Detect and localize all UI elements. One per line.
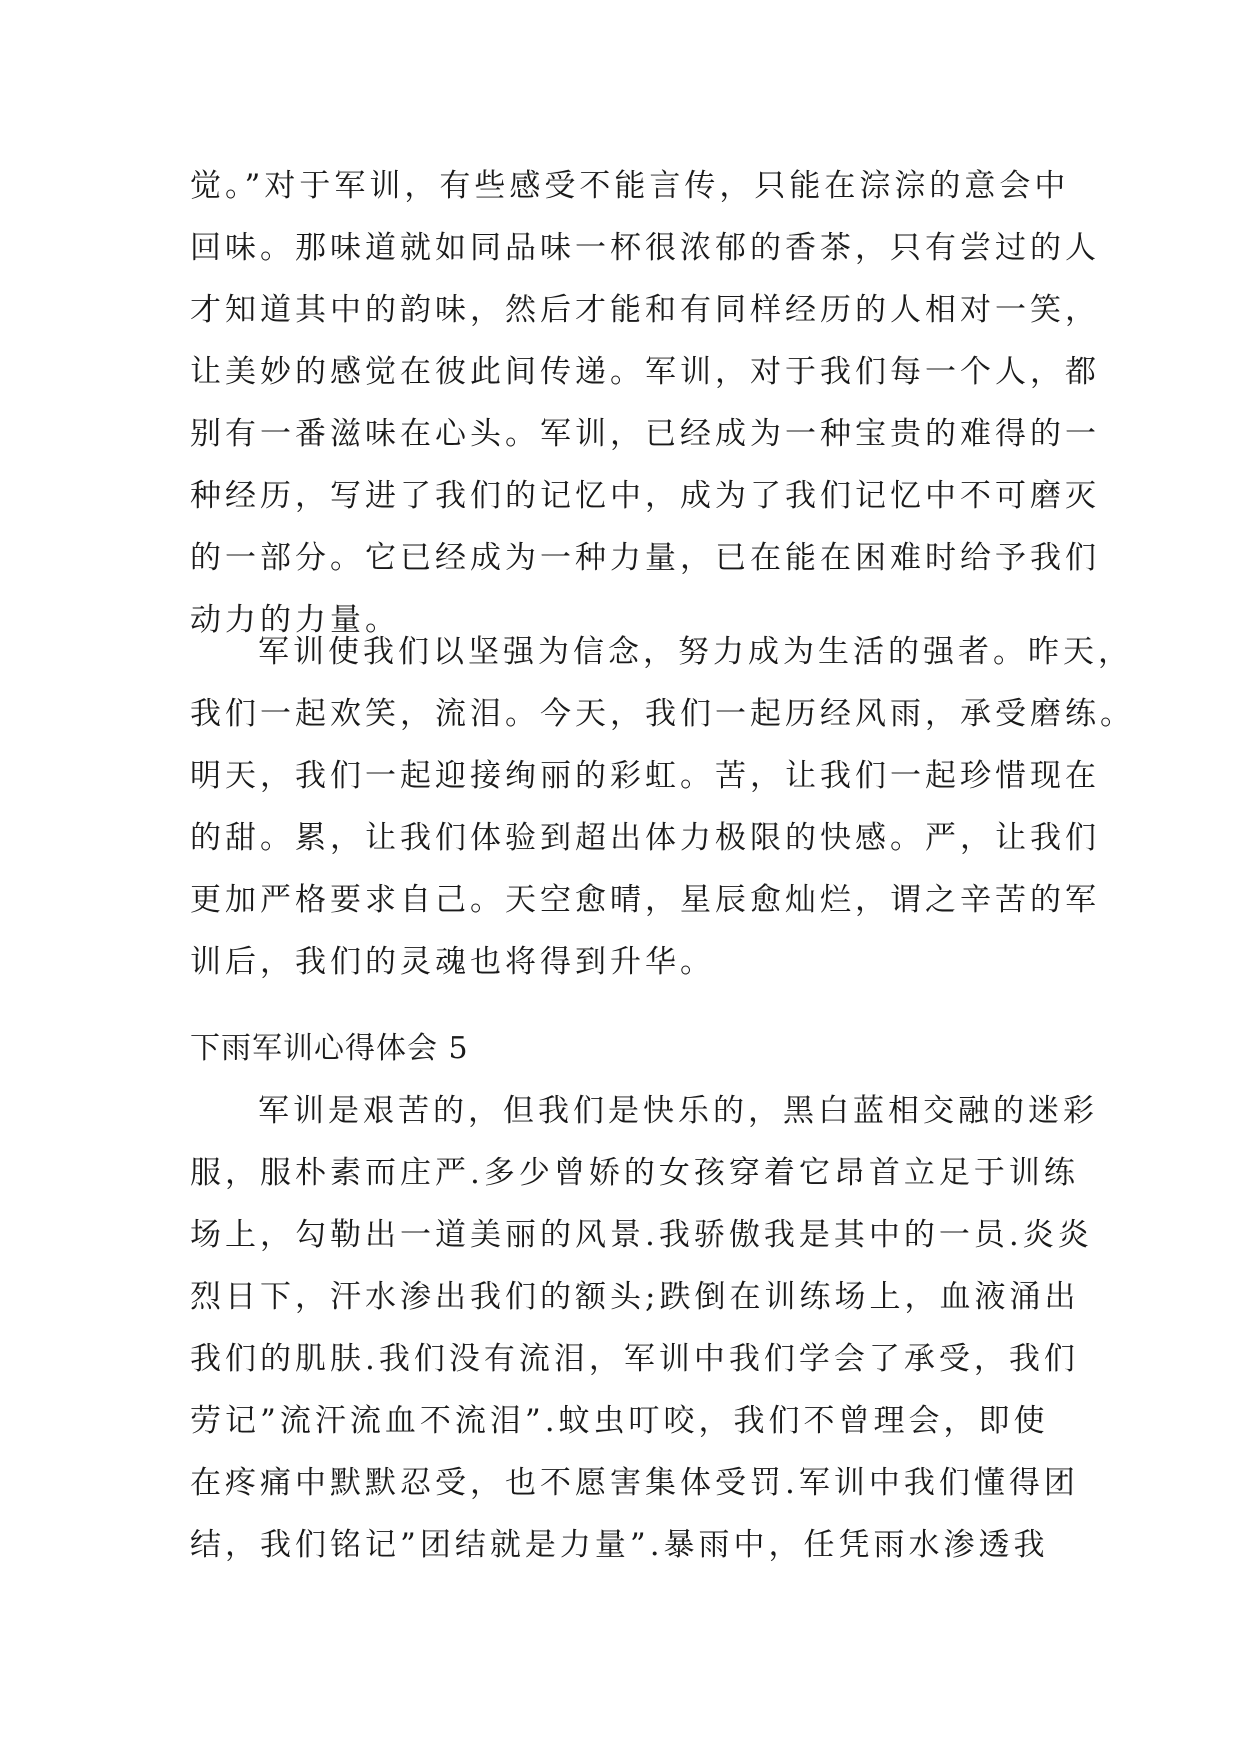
text-line: 种经历，写进了我们的记忆中，成为了我们记忆中不可磨灭 [190, 478, 1100, 514]
text-line: 明天，我们一起迎接绚丽的彩虹。苦，让我们一起珍惜现在 [190, 758, 1100, 794]
text-line: 结，我们铭记”团结就是力量”.暴雨中，任凭雨水渗透我 [190, 1527, 1049, 1563]
text-line: 更加严格要求自己。天空愈晴，星辰愈灿烂，谓之辛苦的军 [190, 882, 1100, 918]
text-line: 在疼痛中默默忍受，也不愿害集体受罚.军训中我们懂得团 [190, 1465, 1079, 1501]
text-line: 觉。”对于军训，有些感受不能言传，只能在淙淙的意会中 [190, 168, 1070, 204]
text-line: 我们一起欢笑，流泪。今天，我们一起历经风雨，承受磨练。 [190, 696, 1135, 732]
paragraph-military-training [190, 621, 1135, 993]
text-line: 让美妙的感觉在彼此间传递。军训，对于我们每一个人，都 [190, 354, 1100, 390]
text-line-indented: 军训使我们以坚强为信念，努力成为生活的强者。昨天， [258, 634, 1133, 670]
text-line: 场上，勾勒出一道美丽的风景.我骄傲我是其中的一员.炎炎 [190, 1217, 1093, 1253]
text-line: 的甜。累，让我们体验到超出体力极限的快感。严，让我们 [190, 820, 1100, 856]
text-line: 别有一番滋味在心头。军训，已经成为一种宝贵的难得的一 [190, 416, 1100, 452]
text-line: 动力的力量。 [190, 602, 400, 638]
text-line: 才知道其中的韵味，然后才能和有同样经历的人相对一笑， [190, 292, 1100, 328]
section-5 [190, 1018, 1098, 1576]
text-line: 我们的肌肤.我们没有流泪，军训中我们学会了承受，我们 [190, 1341, 1079, 1377]
text-line: 烈日下，汗水渗出我们的额头;跌倒在训练场上，血液涌出 [190, 1279, 1080, 1315]
text-line-indented: 军训是艰苦的，但我们是快乐的，黑白蓝相交融的迷彩 [258, 1093, 1098, 1129]
text-line: 劳记”流汗流血不流泪”.蚊虫叮咬，我们不曾理会，即使 [190, 1403, 1049, 1439]
text-line: 训后，我们的灵魂也将得到升华。 [190, 944, 715, 980]
section-heading: 下雨军训心得体会 5 [190, 1031, 469, 1066]
text-line: 的一部分。它已经成为一种力量，已在能在困难时给予我们 [190, 540, 1100, 576]
text-line: 服，服朴素而庄严.多少曾娇的女孩穿着它昂首立足于训练 [190, 1155, 1079, 1191]
paragraph-continued [190, 155, 1100, 651]
text-line: 回味。那味道就如同品味一杯很浓郁的香茶，只有尝过的人 [190, 230, 1100, 266]
